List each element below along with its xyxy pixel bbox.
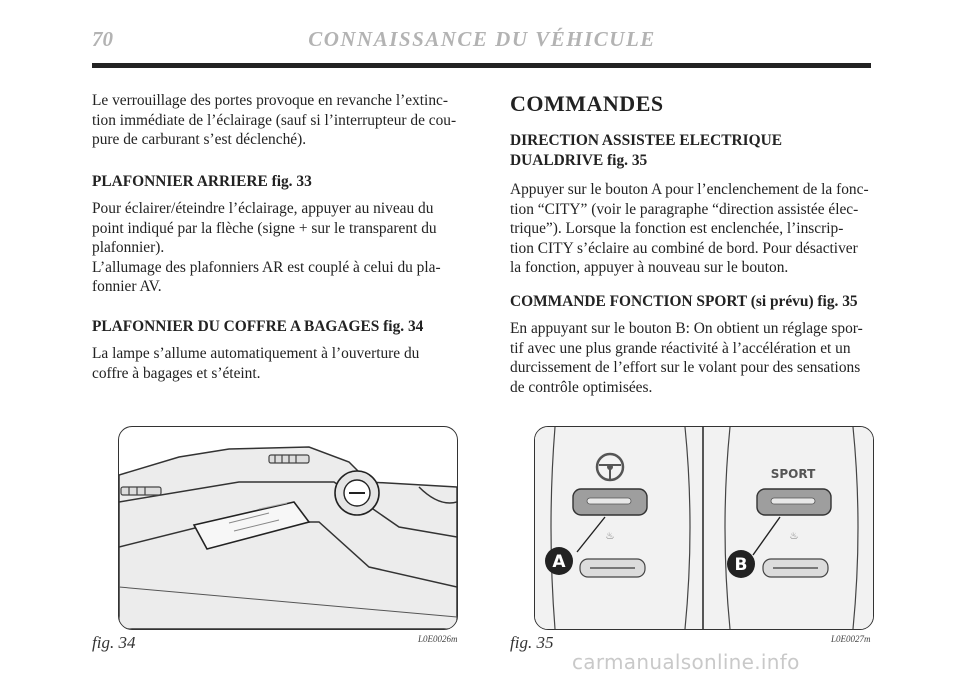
figure-34-code: L0E0026m bbox=[418, 634, 458, 644]
page-header bbox=[92, 27, 872, 57]
page-number: 70 bbox=[92, 27, 113, 51]
trunk-light-paragraph: La lampe s’allume automatiquement à l’ouverture du coffre à bagages et s’éteint. bbox=[92, 345, 420, 382]
figure-34-caption: fig. 34 bbox=[92, 633, 136, 652]
trunk-lamp-illustration bbox=[119, 427, 457, 629]
rear-light-heading: PLAFONNIER ARRIERE fig. 33 bbox=[92, 172, 312, 190]
seat-heat-icon: ♨ bbox=[605, 531, 615, 542]
button-a bbox=[573, 489, 647, 515]
svg-text:SPORT: SPORT bbox=[770, 467, 816, 481]
button-b bbox=[757, 489, 831, 515]
running-title: CONNAISSANCE DU VÉHICULE bbox=[308, 27, 656, 51]
figure-34 bbox=[118, 426, 458, 630]
steering-paragraph: Appuyer sur le bouton A pour l’enclenchement de la fonc- tion “CITY” (voir le paragraphe “direction assistée élec- trique”). Lorsque la fonction est enclenchée, l’inscrip- tion CITY s’éclaire au combiné de bord. Pour désactiver la fonction, appuyer à nouveau sur le bouton. bbox=[510, 181, 869, 276]
dualdrive-buttons-illustration bbox=[535, 427, 873, 629]
watermark: carmanualsonline.info bbox=[572, 650, 800, 674]
left-column bbox=[92, 91, 474, 393]
header-rule bbox=[92, 63, 871, 68]
sport-heading: COMMANDE FONCTION SPORT (si prévu) fig. 35 bbox=[510, 292, 858, 310]
callout-b bbox=[727, 550, 755, 578]
intro-paragraph: Le verrouillage des portes provoque en revanche l’extinc- tion immédiate de l’éclairage (sauf si l’interrupteur de cou- pure de carburant s’est déclenché). bbox=[92, 92, 457, 148]
svg-text:A: A bbox=[552, 552, 566, 572]
right-column bbox=[510, 91, 892, 407]
seat-heat-icon-b: ♨ bbox=[789, 531, 799, 542]
rear-light-paragraph: Pour éclairer/éteindre l’éclairage, appuyer au niveau du point indiqué par la flèche (signe + sur le transparent du plafonnier). L’allumage des plafonniers AR est couplé à celui du pla- fonnier AV. bbox=[92, 200, 441, 295]
steering-heading: DIRECTION ASSISTEE ELECTRIQUE DUALDRIVE fig. 35 bbox=[510, 132, 782, 169]
svg-text:B: B bbox=[734, 555, 748, 575]
sport-paragraph: En appuyant sur le bouton B: On obtient un réglage spor- tif avec une plus grande réactivité à l’accélération et un durcissement de l’effort sur le volant pour des sensations de contrôle optimisées. bbox=[510, 320, 863, 396]
figure-35 bbox=[534, 426, 874, 630]
figure-35-code: L0E0027m bbox=[831, 634, 871, 644]
commands-heading: COMMANDES bbox=[510, 91, 664, 116]
figure-35-caption: fig. 35 bbox=[510, 633, 554, 652]
callout-a bbox=[545, 547, 573, 575]
trunk-light-heading: PLAFONNIER DU COFFRE A BAGAGES fig. 34 bbox=[92, 317, 424, 335]
